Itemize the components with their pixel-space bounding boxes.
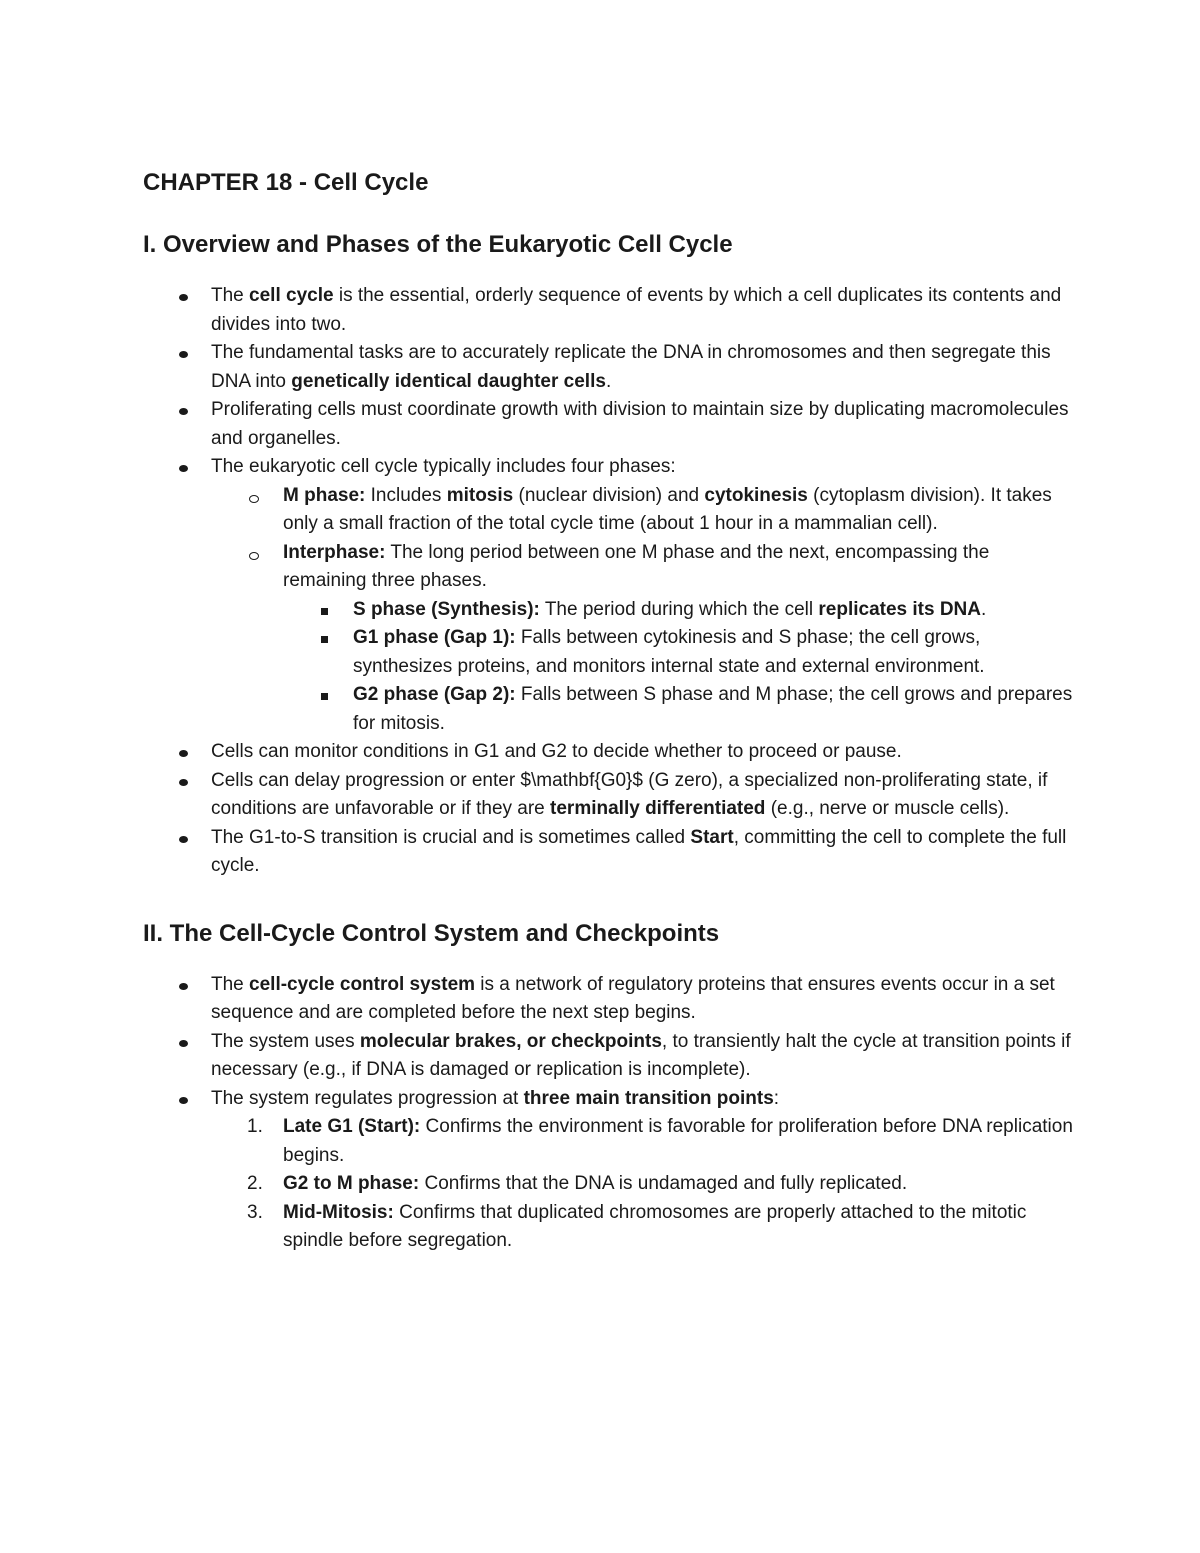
- numbered-list: [211, 1113, 1073, 1256]
- sub-list: [211, 482, 1073, 739]
- item-number: 3.: [247, 1201, 263, 1223]
- list-item-m-phase: M phase: Includes mitosis (nuclear division) and cytokinesis (cytoplasm division). It takes only a small fraction of the total cycle time (about 1 hour in a mammalian cell).: [283, 484, 1052, 534]
- list-item: The G1-to-S transition is crucial and is sometimes called Start, committing the cell to complete the full cycle.: [211, 826, 1067, 876]
- bullet-list: [143, 282, 1073, 881]
- list-item: Cells can monitor conditions in G1 and G2 to decide whether to proceed or pause.: [211, 741, 902, 762]
- section-heading: II. The Cell-Cycle Control System and Checkpoints: [143, 919, 720, 947]
- item-number: 1.: [247, 1116, 263, 1137]
- list-item-s-phase: S phase (Synthesis): The period during which the cell replicates its DNA.: [353, 598, 987, 620]
- numbered-item: 2. G2 to M phase: Confirms that the DNA is undamaged and fully replicated.: [143, 1170, 1073, 1199]
- list-item-g2-phase: G2 phase (Gap 2): Falls between S phase and M phase; the cell grows and prepares for mitosis.: [353, 684, 1073, 734]
- list-item-interphase: Interphase: The long period between one M phase and the next, encompassing the remaining three phases. S phase (Synthesis): The period during which the cell replicates its DNA. G1 phase (Gap 1): Falls between cytokinesis and S phase; the cell grows, synthesizes proteins, and monitors internal state and external environment. G2 phase (Gap 2): Falls between S phase and M phase; the cell grows and prepares for mitosis.: [143, 539, 1073, 739]
- list-item: The cell-cycle control system is a network of regulatory proteins that ensures events occur in a set sequence and are completed before the next step begins.: [211, 973, 1055, 1023]
- section-heading: I. Overview and Phases of the Eukaryotic Cell Cycle: [143, 231, 733, 258]
- list-item: Cells can delay progression or enter $\mathbf{G0}$ (G zero), a specialized non-proliferating state, if conditions are unfavorable or if they are terminally differentiated (e.g., nerve or muscle cells).: [211, 769, 1048, 819]
- sub-sub-list: [283, 596, 1073, 739]
- document-body: [143, 166, 1073, 1256]
- bullet-list: [143, 971, 1073, 1256]
- numbered-item: 1. Late G1 (Start): Confirms the environment is favorable for proliferation before DNA replication begins.: [143, 1113, 1073, 1170]
- list-item: The cell cycle is the essential, orderly sequence of events by which a cell duplicates its contents and divides into two.: [211, 285, 1062, 335]
- item-number: 2.: [247, 1173, 263, 1194]
- list-item-g1-phase: G1 phase (Gap 1): Falls between cytokinesis and S phase; the cell grows, synthesizes proteins, and monitors internal state and external environment.: [353, 627, 985, 677]
- list-item: Proliferating cells must coordinate growth with division to maintain size by duplicating macromolecules and organelles.: [211, 399, 1069, 449]
- chapter-title: CHAPTER 18 - Cell Cycle: [143, 169, 429, 196]
- list-item: The system uses molecular brakes, or checkpoints, to transiently halt the cycle at transition points if necessary (e.g., if DNA is damaged or replication is incomplete).: [211, 1030, 1071, 1080]
- numbered-item: 3. Mid-Mitosis: Confirms that duplicated chromosomes are properly attached to the mitotic spindle before segregation.: [143, 1199, 1073, 1256]
- list-item: The fundamental tasks are to accurately replicate the DNA in chromosomes and then segregate this DNA into genetically identical daughter cells.: [211, 342, 1051, 392]
- list-item: The system regulates progression at three main transition points: 1. Late G1 (Start): Confirms the environment is favorable for proliferation before DNA replication begins. 2. G2 to M phase: Confirms that the DNA is undamaged and fully replicated. 3. Mid-Mitosis: Confirms that duplicated chromosomes are properly attached to the mitotic spindle before segregation.: [143, 1085, 1073, 1256]
- list-item: The eukaryotic cell cycle typically includes four phases: M phase: Includes mitosis (nuclear division) and cytokinesis (cytoplasm division). It takes only a small fraction of the total cycle time (about 1 hour in a mammalian cell). Interphase: The long period between one M phase and the next, encompassing the remaining three phases. S phase (Synthesis): The period during which the cell replicates its DNA. G1 phase (Gap 1): Falls between cytokinesis and S phase; the cell grows, synthesizes proteins, and monitors internal state and external environment. G2 phase (Gap 2): Falls between S phase and M phase; the cell grows and prepares for mitosis.: [143, 453, 1073, 738]
